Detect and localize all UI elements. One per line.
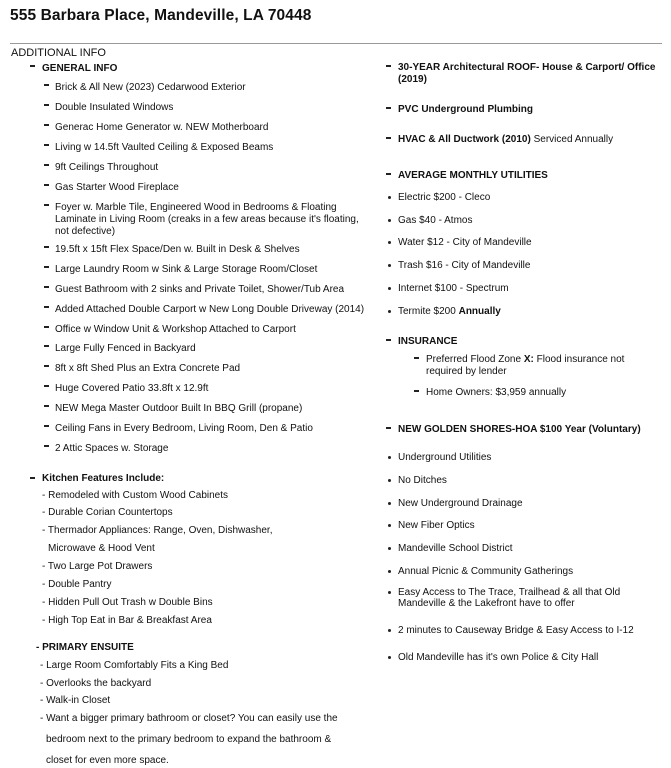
dot-bullet bbox=[388, 479, 391, 482]
dot-bullet bbox=[388, 656, 391, 659]
header-divider bbox=[10, 43, 662, 44]
dash-bullet bbox=[386, 107, 391, 109]
section-label: ADDITIONAL INFO bbox=[11, 47, 106, 59]
list-item: Microwave & Hood Vent bbox=[48, 543, 155, 554]
list-item: Trash $16 - City of Mandeville bbox=[398, 260, 531, 271]
list-item: No Ditches bbox=[398, 475, 447, 486]
list-item: Easy Access to The Trace, Trailhead & all that Old Mandeville & the Lakefront have to offer bbox=[398, 587, 621, 609]
list-item: bedroom next to the primary bedroom to expand the bathroom & bbox=[46, 734, 332, 745]
roof-item: 30-YEAR Architectural ROOF- House & Carport/ Office (2019) bbox=[398, 62, 656, 85]
primary-ensuite-heading: - PRIMARY ENSUITE bbox=[36, 642, 134, 653]
list-item: closet for even more space. bbox=[46, 755, 169, 766]
dash-bullet bbox=[386, 339, 391, 341]
list-item: Underground Utilities bbox=[398, 452, 492, 463]
list-item: 19.5ft x 15ft Flex Space/Den w. Built in Desk & Shelves bbox=[55, 244, 300, 255]
list-item: - Remodeled with Custom Wood Cabinets bbox=[42, 490, 229, 501]
list-item: Ceiling Fans in Every Bedroom, Living Room, Den & Patio bbox=[55, 423, 313, 434]
dash-bullet bbox=[30, 65, 35, 67]
list-item: 2 Attic Spaces w. Storage bbox=[55, 443, 169, 454]
list-item: Gas Starter Wood Fireplace bbox=[55, 182, 179, 193]
dash-bullet bbox=[44, 445, 49, 447]
dash-bullet bbox=[44, 144, 49, 146]
dash-bullet bbox=[386, 65, 391, 67]
dash-bullet bbox=[44, 365, 49, 367]
hvac-service-note: Serviced Annually bbox=[533, 134, 614, 145]
list-item: - High Top Eat in Bar & Breakfast Area bbox=[42, 615, 212, 626]
flood-zone-code: X: bbox=[523, 354, 534, 365]
dot-bullet bbox=[388, 502, 391, 505]
flood-zone-note: Flood insurance not required by lender bbox=[426, 354, 625, 377]
list-item: Huge Covered Patio 33.8ft x 12.9ft bbox=[55, 383, 209, 394]
dash-bullet bbox=[44, 104, 49, 106]
list-item: Brick & All New (2023) Cedarwood Exterior bbox=[55, 82, 246, 93]
dash-bullet bbox=[44, 246, 49, 248]
dash-bullet bbox=[44, 164, 49, 166]
dot-bullet bbox=[388, 456, 391, 459]
list-item: Living w 14.5ft Vaulted Ceiling & Exposed Beams bbox=[55, 142, 274, 153]
list-item: Annual Picnic & Community Gatherings bbox=[398, 566, 574, 577]
dot-bullet bbox=[388, 547, 391, 550]
termite-frequency: Annually bbox=[458, 306, 501, 317]
page-title: 555 Barbara Place, Mandeville, LA 70448 bbox=[10, 7, 312, 24]
list-item: Gas $40 - Atmos bbox=[398, 215, 473, 226]
dash-bullet bbox=[386, 427, 391, 429]
list-item: Large Fully Fenced in Backyard bbox=[55, 343, 196, 354]
dash-bullet bbox=[44, 184, 49, 186]
list-item: New Underground Drainage bbox=[398, 498, 523, 509]
termite-cost: Termite $200 bbox=[398, 306, 456, 317]
list-item: 9ft Ceilings Throughout bbox=[55, 162, 159, 173]
list-item: Home Owners: $3,959 annually bbox=[426, 387, 567, 398]
list-item: - Overlooks the backyard bbox=[40, 678, 152, 689]
dot-bullet bbox=[388, 287, 391, 290]
list-item: - Hidden Pull Out Trash w Double Bins bbox=[42, 597, 213, 608]
dot-bullet bbox=[388, 629, 391, 632]
list-item: 8ft x 8ft Shed Plus an Extra Concrete Pad bbox=[55, 363, 241, 374]
dash-bullet bbox=[44, 286, 49, 288]
dot-bullet bbox=[388, 524, 391, 527]
list-item: - Thermador Appliances: Range, Oven, Dishwasher, bbox=[42, 525, 273, 536]
dot-bullet bbox=[388, 219, 391, 222]
list-item: - Double Pantry bbox=[42, 579, 112, 590]
list-item: Guest Bathroom with 2 sinks and Private Toilet, Shower/Tub Area bbox=[55, 284, 345, 295]
list-item: Mandeville School District bbox=[398, 543, 513, 554]
dash-bullet bbox=[44, 405, 49, 407]
list-item: Large Laundry Room w Sink & Large Storage Room/Closet bbox=[55, 264, 318, 275]
dash-bullet bbox=[44, 306, 49, 308]
dot-bullet bbox=[388, 264, 391, 267]
insurance-heading: INSURANCE bbox=[398, 336, 458, 347]
list-item: Old Mandeville has it's own Police & City Hall bbox=[398, 652, 599, 663]
dash-bullet bbox=[414, 357, 419, 359]
list-item: - Want a bigger primary bathroom or closet? You can easily use the bbox=[40, 713, 338, 724]
list-item: - Large Room Comfortably Fits a King Bed bbox=[40, 660, 229, 671]
dot-bullet bbox=[388, 570, 391, 573]
dash-bullet bbox=[30, 477, 35, 479]
list-item: - Walk-in Closet bbox=[40, 695, 111, 706]
list-item: Double Insulated Windows bbox=[55, 102, 174, 113]
list-item: New Fiber Optics bbox=[398, 520, 475, 531]
dot-bullet bbox=[388, 310, 391, 313]
utilities-heading: AVERAGE MONTHLY UTILITIES bbox=[398, 170, 548, 181]
list-item: Water $12 - City of Mandeville bbox=[398, 237, 532, 248]
dash-bullet bbox=[386, 173, 391, 175]
dash-bullet bbox=[44, 204, 49, 206]
dash-bullet bbox=[44, 84, 49, 86]
dot-bullet bbox=[388, 591, 391, 594]
dash-bullet bbox=[44, 345, 49, 347]
dash-bullet bbox=[386, 137, 391, 139]
hvac-label: HVAC & All Ductwork (2010) bbox=[398, 134, 531, 145]
list-item: 2 minutes to Causeway Bridge & Easy Access to I-12 bbox=[398, 625, 634, 636]
dash-bullet bbox=[44, 425, 49, 427]
dash-bullet bbox=[44, 266, 49, 268]
list-item bbox=[398, 306, 501, 318]
kitchen-heading: Kitchen Features Include: bbox=[42, 473, 165, 484]
flood-zone-item bbox=[426, 354, 656, 378]
dash-bullet bbox=[44, 326, 49, 328]
dash-bullet bbox=[44, 385, 49, 387]
general-info-heading: GENERAL INFO bbox=[42, 63, 118, 74]
list-item: Office w Window Unit & Workshop Attached to Carport bbox=[55, 324, 296, 335]
dot-bullet bbox=[388, 241, 391, 244]
flood-zone-label: Preferred Flood Zone bbox=[426, 354, 522, 365]
list-item: NEW Mega Master Outdoor Built In BBQ Grill (propane) bbox=[55, 403, 303, 414]
list-item: - Two Large Pot Drawers bbox=[42, 561, 153, 572]
hoa-heading: NEW GOLDEN SHORES-HOA $100 Year (Voluntary) bbox=[398, 424, 641, 435]
list-item: Electric $200 - Cleco bbox=[398, 192, 491, 203]
plumbing-item: PVC Underground Plumbing bbox=[398, 104, 533, 115]
dot-bullet bbox=[388, 196, 391, 199]
list-item: Internet $100 - Spectrum bbox=[398, 283, 509, 294]
list-item: Added Attached Double Carport w New Long Double Driveway (2014) bbox=[55, 304, 365, 315]
dash-bullet bbox=[414, 390, 419, 392]
hvac-item bbox=[398, 134, 613, 146]
list-item: Generac Home Generator w. NEW Motherboard bbox=[55, 122, 269, 133]
list-item: Foyer w. Marble Tile, Engineered Wood in Bedrooms & Floating Laminate in Living Room (creaks in a few areas because it's floating, not defective) bbox=[55, 202, 359, 237]
dash-bullet bbox=[44, 124, 49, 126]
list-item: - Durable Corian Countertops bbox=[42, 507, 173, 518]
